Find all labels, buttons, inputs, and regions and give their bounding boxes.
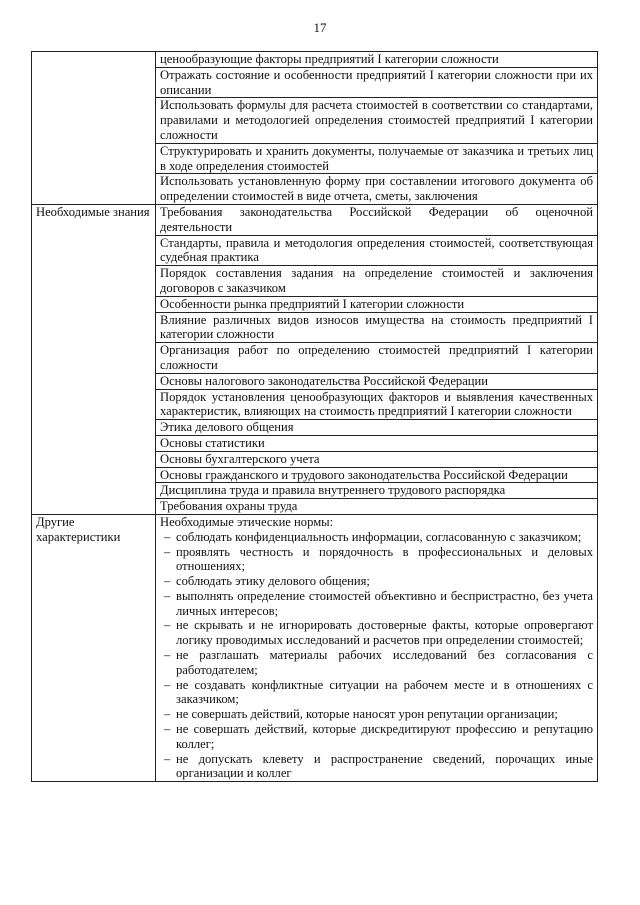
ethics-list	[160, 530, 593, 782]
skill-item: Структурировать и хранить документы, получаемые от заказчика и третьих лиц в ходе определения стоимостей	[156, 143, 598, 174]
list-item: – не разглашать материалы рабочих исследований без согласования с работодателем;	[160, 648, 593, 678]
knowledge-item: Основы бухгалтерского учета	[156, 451, 598, 467]
list-item: – не создавать конфликтные ситуации на рабочем месте и в отношениях с заказчиком;	[160, 678, 593, 708]
list-item: – не скрывать и не игнорировать достоверные факты, которые опровергают логику проводимых исследований и расчетов при определении стоимостей;	[160, 618, 593, 648]
knowledge-item: Основы налогового законодательства Российской Федерации	[156, 373, 598, 389]
skill-item: ценообразующие факторы предприятий I категории сложности	[156, 52, 598, 68]
page-number: 17	[313, 20, 327, 35]
list-item: – проявлять честность и порядочность в профессиональных и деловых отношениях;	[160, 545, 593, 575]
list-item: – не допускать клевету и распространение сведений, порочащих иные организации и коллег	[160, 752, 593, 782]
knowledge-item: Порядок установления ценообразующих факторов и выявления качественных характеристик, влияющих на стоимость предприятий I категории сложности	[156, 389, 598, 420]
ethics-intro: Необходимые этические нормы:	[160, 514, 334, 529]
list-item: – соблюдать конфиденциальность информации, согласованную с заказчиком;	[160, 530, 593, 545]
skill-item: Использовать формулы для расчета стоимостей в соответствии со стандартами, правилами и методологией определения стоимостей предприятий I категории сложности	[156, 98, 598, 143]
knowledge-item: Основы статистики	[156, 435, 598, 451]
ethics-cell	[156, 514, 598, 781]
qualification-table	[31, 51, 598, 782]
list-item: – не совершать действий, которые дискредитируют профессию и репутацию коллег;	[160, 722, 593, 752]
table-row	[32, 204, 598, 235]
other-characteristics-label: Другие характеристики	[32, 514, 156, 781]
table-row	[32, 52, 598, 68]
knowledge-item: Основы гражданского и трудового законодательства Российской Федерации	[156, 467, 598, 483]
knowledge-item: Организация работ по определению стоимостей предприятий I категории сложности	[156, 343, 598, 374]
knowledge-item: Стандарты, правила и методология определения стоимостей, соответствующая судебная практика	[156, 235, 598, 266]
skill-item: Использовать установленную форму при составлении итогового документа об определении стоимостей в виде отчета, сметы, заключения	[156, 174, 598, 205]
knowledge-item: Порядок составления задания на определение стоимостей и заключения договоров с заказчиком	[156, 266, 598, 297]
knowledge-item: Особенности рынка предприятий I категории сложности	[156, 296, 598, 312]
list-item: – соблюдать этику делового общения;	[160, 574, 593, 589]
knowledge-item: Влияние различных видов износов имущества на стоимость предприятий I категории сложности	[156, 312, 598, 343]
knowledge-item: Требования охраны труда	[156, 499, 598, 515]
skill-item: Отражать состояние и особенности предприятий I категории сложности при их описании	[156, 67, 598, 98]
knowledge-item: Этика делового общения	[156, 420, 598, 436]
knowledge-label: Необходимые знания	[32, 204, 156, 514]
row-label-empty	[32, 52, 156, 205]
list-item: – не совершать действий, которые наносят урон репутации организации;	[160, 707, 593, 722]
table-row	[32, 514, 598, 781]
knowledge-item: Требования законодательства Российской Федерации об оценочной деятельности	[156, 204, 598, 235]
knowledge-item: Дисциплина труда и правила внутреннего трудового распорядка	[156, 483, 598, 499]
list-item: – выполнять определение стоимостей объективно и беспристрастно, без учета личных интересов;	[160, 589, 593, 619]
